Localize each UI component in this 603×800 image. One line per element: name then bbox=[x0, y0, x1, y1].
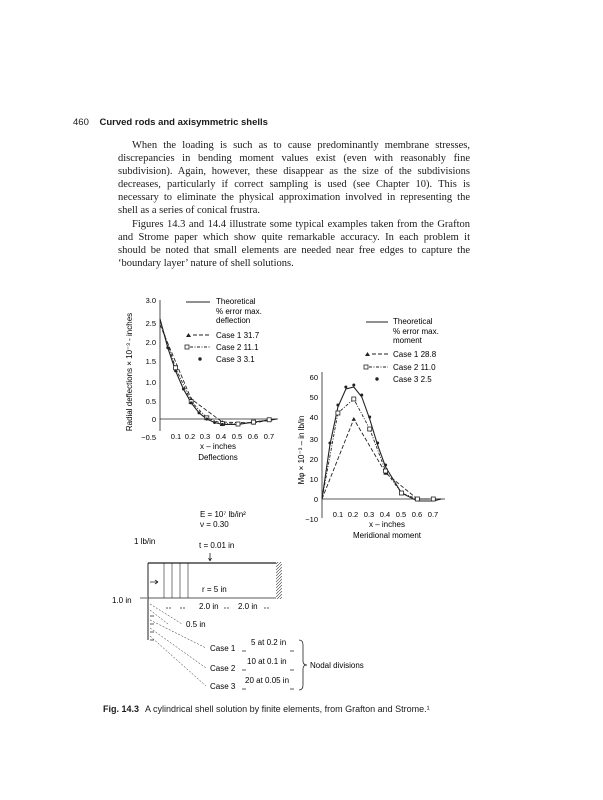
square-marker-icon bbox=[364, 365, 368, 369]
deflection-x-ticks bbox=[171, 432, 274, 441]
leader-line-icon bbox=[150, 604, 182, 624]
moment-y-tick: 50 bbox=[309, 393, 318, 402]
deflection-y-tick: 3.0 bbox=[145, 296, 156, 305]
modulus-label: E = 10⁷ lb/in² bbox=[200, 510, 246, 519]
legend-theoretical-text: Theoretical bbox=[393, 317, 433, 326]
data-point-case-2 bbox=[431, 497, 435, 501]
dot-marker-icon bbox=[375, 377, 378, 380]
moment-x-tick: 0.4 bbox=[379, 510, 391, 519]
deflection-y-tick: 0.5 bbox=[145, 397, 156, 406]
legend-quantity-text: deflection bbox=[216, 316, 251, 325]
moment-y-ticks bbox=[305, 373, 318, 524]
legend-case1-text: Case 1 28.8 bbox=[393, 350, 437, 359]
segment-05-label: 0.5 in bbox=[186, 620, 206, 629]
data-point-case-3 bbox=[205, 418, 208, 421]
poisson-label: ν = 0.30 bbox=[200, 520, 229, 529]
moment-y-tick: −10 bbox=[305, 515, 318, 524]
data-point-case-3 bbox=[221, 423, 224, 426]
deflection-x-tick: 0.2 bbox=[184, 432, 196, 441]
load-arrow-icon bbox=[150, 580, 158, 584]
paragraph-1: When the loading is such as to cause predominantly membrane stresses, discrepancies in bending moment values exist (even with reasonably fine subdivision). Again, however, these disappear as the size of the subdivisions decreases, particularly if correct sampling is used (see Chapter 10). This is necessary to eliminate the physical approximation involved in representing the shell as a series of conical frustra. bbox=[118, 140, 470, 217]
data-point-case-3 bbox=[344, 386, 347, 389]
data-point-case-3 bbox=[352, 384, 355, 387]
legend-error-text: % error max. bbox=[393, 327, 439, 336]
moment-y-tick: 0 bbox=[313, 495, 318, 504]
moment-title: Meridional moment bbox=[352, 531, 422, 540]
data-point-case-2 bbox=[415, 497, 419, 501]
data-point-case-3 bbox=[376, 442, 379, 445]
moment-series bbox=[322, 384, 441, 502]
thickness-label: t = 0.01 in bbox=[199, 541, 235, 550]
data-point-case-3 bbox=[336, 404, 339, 407]
deflection-y-tick: 0 bbox=[151, 415, 156, 424]
case-2-label: Case 2 bbox=[210, 664, 236, 673]
paragraph-2: Figures 14.3 and 14.4 illustrate some typical examples taken from the Grafton and Strome paper which show quite remarkable accuracy. In each problem it should be noted that small elements are needed near free edges to capture the ‘boundary layer’ nature of shell solutions. bbox=[118, 218, 470, 269]
legend-theoretical-text: Theoretical bbox=[216, 297, 256, 306]
dot-marker-icon bbox=[198, 357, 201, 360]
clamped-support bbox=[276, 562, 282, 599]
legend-case3-text: Case 3 2.5 bbox=[393, 375, 432, 384]
deflection-y-tick: 1.5 bbox=[145, 357, 156, 366]
segment-2b-label: 2.0 in bbox=[238, 602, 258, 611]
data-point-case-2 bbox=[267, 418, 271, 422]
legend-quantity-text: moment bbox=[393, 336, 422, 345]
deflection-y-tick: 1.0 bbox=[145, 378, 156, 387]
deflection-title: Deflections bbox=[198, 453, 238, 462]
moment-x-tick: 0.6 bbox=[411, 510, 423, 519]
data-point-case-2 bbox=[336, 411, 340, 415]
segment-2a-label: 2.0 in bbox=[199, 602, 219, 611]
case-3-label: Case 3 bbox=[210, 682, 236, 691]
deflection-y-ticks bbox=[141, 296, 156, 442]
deflection-chart bbox=[125, 296, 278, 462]
deflection-y-tick: 2.0 bbox=[145, 338, 156, 347]
deflection-x-tick: 0.4 bbox=[215, 432, 227, 441]
moment-legend bbox=[364, 317, 439, 384]
deflection-x-tick: 0.7 bbox=[263, 432, 275, 441]
load-label: 1 lb/in bbox=[134, 537, 156, 546]
moment-x-tick: 0.1 bbox=[332, 510, 344, 519]
thickness-arrow-icon bbox=[209, 553, 212, 561]
data-point-case-3 bbox=[198, 411, 201, 414]
moment-x-tick: 0.2 bbox=[347, 510, 359, 519]
division-2-label: 10 at 0.1 in bbox=[247, 657, 287, 666]
legend-case3-text: Case 3 3.1 bbox=[216, 355, 255, 364]
legend-case2-text: Case 2 11.0 bbox=[393, 363, 436, 372]
division-3-label: 20 at 0.05 in bbox=[245, 676, 290, 685]
caption-label: Fig. 14.3 bbox=[103, 704, 140, 714]
moment-x-tick: 0.5 bbox=[395, 510, 407, 519]
nodal-divisions-label: Nodal divisions bbox=[310, 661, 364, 670]
series-line-case-1 bbox=[322, 419, 441, 499]
deflection-y-tick: 2.5 bbox=[145, 319, 156, 328]
moment-x-ticks bbox=[333, 510, 438, 519]
moment-x-label: x – inches bbox=[368, 520, 406, 529]
data-point-case-2 bbox=[352, 397, 356, 401]
left-length-label: 1.0 in bbox=[112, 596, 132, 605]
caption-text: A cylindrical shell solution by finite elements, from Grafton and Strome.¹ bbox=[145, 704, 430, 714]
deflection-x-tick: 0.1 bbox=[170, 432, 182, 441]
moment-y-tick: 20 bbox=[309, 455, 318, 464]
data-point-case-2 bbox=[252, 420, 256, 424]
page-number: 460 bbox=[73, 117, 89, 128]
triangle-marker-icon bbox=[186, 333, 191, 337]
data-point-case-2 bbox=[384, 469, 388, 473]
moment-y-tick: 60 bbox=[309, 373, 318, 382]
data-point-case-3 bbox=[182, 387, 185, 390]
moment-y-label: Mφ × 10⁻³ – in lb/in bbox=[297, 415, 306, 485]
data-point-case-2 bbox=[236, 422, 240, 426]
figure-caption bbox=[103, 704, 430, 714]
moment-y-tick: 40 bbox=[309, 413, 318, 422]
moment-y-tick: 10 bbox=[309, 475, 318, 484]
legend-case1-text: Case 1 31.7 bbox=[216, 331, 260, 340]
moment-x-tick: 0.3 bbox=[363, 510, 375, 519]
moment-x-tick: 0.7 bbox=[427, 510, 439, 519]
brace-icon bbox=[299, 640, 307, 690]
deflection-legend bbox=[185, 297, 262, 364]
case-1-label: Case 1 bbox=[210, 644, 236, 653]
moment-chart bbox=[297, 317, 445, 540]
deflection-x-tick: 0.5 bbox=[231, 432, 243, 441]
data-point-case-3 bbox=[174, 369, 177, 372]
deflection-x-tick: 0.3 bbox=[199, 432, 211, 441]
data-point-case-3 bbox=[368, 416, 371, 419]
deflection-y-label: Radial deflections × 10⁻³ - inches bbox=[125, 312, 134, 432]
data-point-case-3 bbox=[166, 346, 169, 349]
moment-y-tick: 30 bbox=[309, 435, 318, 444]
shell-schematic bbox=[112, 510, 364, 691]
triangle-marker-icon bbox=[365, 352, 370, 356]
data-point-case-2 bbox=[400, 491, 404, 495]
deflection-y-tick: −0.5 bbox=[141, 433, 156, 442]
data-point-case-2 bbox=[174, 366, 178, 370]
data-point-case-3 bbox=[384, 464, 387, 467]
data-point-case-3 bbox=[328, 442, 331, 445]
data-point-case-3 bbox=[213, 421, 216, 424]
square-marker-icon bbox=[185, 345, 189, 349]
series-line-theoretical bbox=[322, 387, 441, 501]
data-point-case-3 bbox=[360, 394, 363, 397]
deflection-x-tick: 0.6 bbox=[247, 432, 259, 441]
chapter-title: Curved rods and axisymmetric shells bbox=[99, 117, 268, 128]
legend-case2-text: Case 2 11.1 bbox=[216, 343, 259, 352]
division-1-label: 5 at 0.2 in bbox=[251, 638, 287, 647]
data-point-case-2 bbox=[368, 427, 372, 431]
deflection-x-label: x – inches bbox=[199, 442, 237, 451]
radius-label: r = 5 in bbox=[202, 585, 227, 594]
case-leader-lines bbox=[150, 620, 206, 686]
data-point-case-3 bbox=[190, 401, 193, 404]
data-point-case-1 bbox=[352, 417, 356, 421]
legend-error-text: % error max. bbox=[216, 307, 262, 316]
